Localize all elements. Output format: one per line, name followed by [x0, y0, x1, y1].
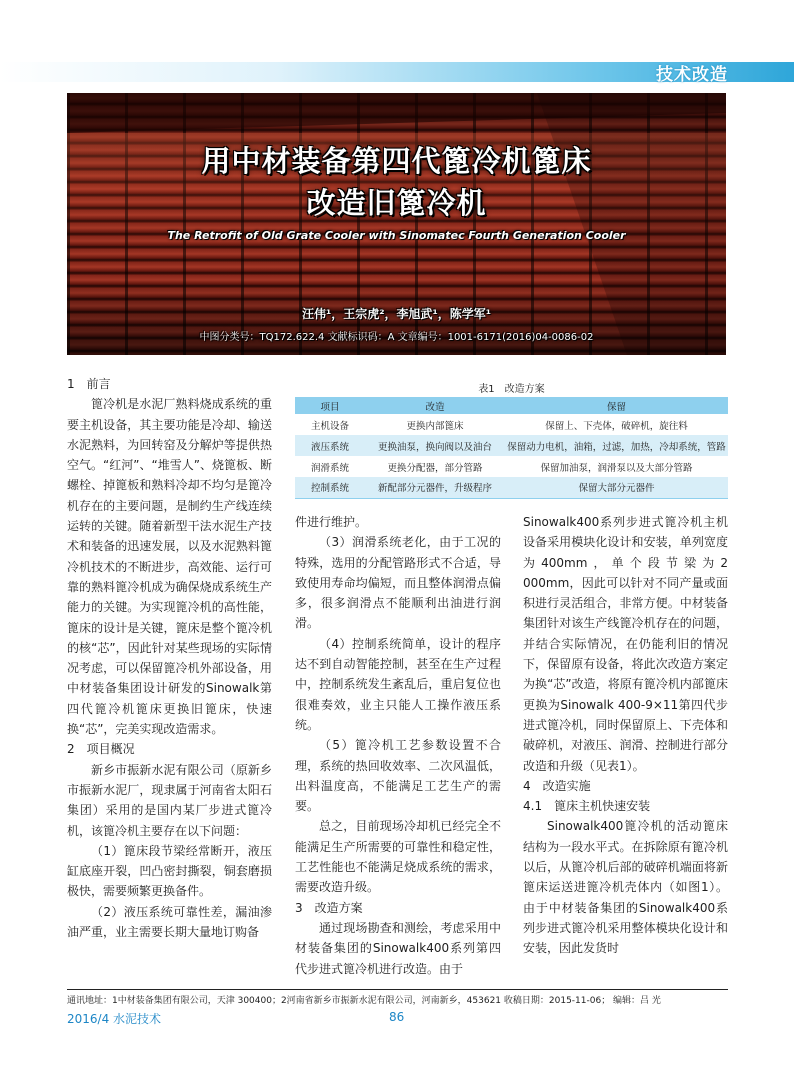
- column-header: 保留: [505, 397, 728, 414]
- table-cell: 润滑系统: [295, 456, 365, 477]
- paragraph: Sinowalk400篦冷机的活动篦床结构为一段水平式。在拆除原有篦冷机以后，从篦冷机后部的破碎机端面将新篦床运送进篦冷机壳体内（如图1）。由于中材装备集团的Sinowalk400系列步进式篦冷机采用整体模块化设计和安装，因此发货时: [523, 819, 728, 956]
- paragraph: 新乡市振新水泥有限公司（原新乡市振新水泥厂，现隶属于河南省太阳石集团）采用的是国内某厂步进式篦冷机，该篦冷机主要存在以下问题：: [67, 762, 272, 838]
- table-cell: 更换内部篦床: [365, 414, 505, 435]
- retrofit-plan-table: [295, 397, 728, 499]
- paragraph: （1）篦床段节梁经常断开，液压缸底座开裂，凹凸密封撕裂，铜套磨损极快，需要频繁更换备件。: [67, 843, 272, 899]
- table-row: [295, 456, 728, 477]
- paragraph: Sinowalk400系列步进式篦冷机主机设备采用模块化设计和安装，单列宽度为400mm，单个段节梁为2 000mm，因此可以针对不同产量或面积进行灵活组合，非常方便。中材装备集团针对该生产线篦冷机存在的问题，并结合实际情况，在仍能利旧的情况下，保留原有设备，将此次改造方案定为换“芯”改造，将原有篦冷机内部篦床更换为Sinowalk 400-9×11第四代步进式篦冷机，同时保留原上、下壳体和破碎机，对液压、润滑、控制进行部分改造和升级（见表1）。: [523, 515, 728, 773]
- text-column-1: [67, 374, 272, 942]
- table-cell: 主机设备: [295, 414, 365, 435]
- table-cell: 液压系统: [295, 435, 365, 456]
- table-caption: 表1 改造方案: [478, 384, 545, 395]
- section-heading-overview: 2 项目概况: [67, 742, 135, 757]
- paragraph: 通过现场勘查和测绘，考虑采用中材装备集团的Sinowalk400系列第四代步进式篦冷机进行改造。由于: [295, 920, 501, 976]
- table-header-row: [295, 397, 728, 414]
- section-heading-plan: 3 改造方案: [295, 900, 363, 915]
- table-row: [295, 435, 728, 456]
- paragraph: 件进行维护。: [295, 515, 368, 529]
- section-heading-intro: 1 前言: [67, 377, 111, 391]
- paragraph: （4）控制系统简单，设计的程序达不到自动智能控制，甚至在生产过程中，控制系统发生紊乱后，重启复位也很难奏效，业主只能人工操作液压系统。: [295, 636, 501, 732]
- table-cell: 更换分配器，部分管路: [365, 456, 505, 477]
- column-header: 改造: [365, 397, 505, 414]
- article-title-line2: 改造旧篦冷机: [306, 186, 487, 220]
- paragraph: （5）篦冷机工艺参数设置不合理，系统的热回收效率、二次风温低，出料温度高，不能满足工艺生产的需要。: [295, 738, 501, 814]
- paragraph: （3）润滑系统老化，由于工况的特殊，选用的分配管路形式不合适，导致使用寿命均偏短，而且整体润滑点偏多，很多润滑点不能顺利出油进行润滑。: [295, 535, 501, 631]
- column-header: 项目: [295, 397, 365, 414]
- text-column-2: [295, 512, 501, 979]
- table-cell: 新配部分元器件，升级程序: [365, 477, 505, 498]
- table-cell: 控制系统: [295, 477, 365, 498]
- article-title-line1: 用中材装备第四代篦冷机篦床: [201, 144, 592, 178]
- classification-line: 中图分类号：TQ172.622.4 文献标识码：A 文章编号：1001-6171(2016)04-0086-02: [199, 332, 594, 343]
- text-column-3: [523, 512, 728, 959]
- table-cell: 保留加油泵，润滑泵以及大部分管路: [505, 456, 728, 477]
- article-authors: 汪伟¹，王宗虎²，李旭武¹，陈学军¹: [301, 307, 492, 321]
- table-row: [295, 477, 728, 498]
- section-tag: 技术改造: [656, 65, 728, 85]
- table-cell: 更换油泵，换向阀以及油台: [365, 435, 505, 456]
- table-cell: 保留动力电机，油箱，过滤，加热，冷却系统，管路: [505, 435, 728, 456]
- table-row: [295, 414, 728, 435]
- footer-rule: [67, 989, 728, 990]
- table-cell: 保留上、下壳体，破碎机，旋往料: [505, 414, 728, 435]
- article-english-title: The Retrofit of Old Grate Cooler with Sinomatec Fourth Generation Cooler: [167, 229, 626, 242]
- paragraph: （2）液压系统可靠性差，漏油渗油严重，业主需要长期大量地订购备: [67, 904, 272, 940]
- subsection-heading: 4.1 篦床主机快速安装: [523, 799, 651, 814]
- paragraph: 篦冷机是水泥厂熟料烧成系统的重要主机设备，其主要功能是冷却、输送水泥熟料，为回转窑及分解炉等提供热空气。“红河”、“堆雪人”、烧篦板、断螺栓、掉篦板和熟料冷却不均匀是篦冷机存在的主要问题，是制约生产线连续运转的关键。随着新型干法水泥生产技术和装备的迅速发展，以及水泥熟料篦冷机技术的不断进步，高效能、运行可靠的熟料篦冷机成为确保烧成系统生产能力的关键。为实现篦冷机的高性能，篦床的设计是关键，篦床是整个篦冷机的核“芯”，因此针对某些现场的实际情况考虑，可以保留篦冷机外部设备，用中材装备集团设计研发的Sinowalk第四代篦冷机篦床更换旧篦床，快速换“芯”，完美实现改造需求。: [67, 397, 272, 737]
- journal-issue: 2016/4 水泥技术: [67, 1012, 162, 1026]
- section-heading-implementation: 4 改造实施: [523, 778, 591, 793]
- footer-note: 通讯地址：1中材装备集团有限公司，天津 300400；2河南省新乡市振新水泥有限公司，河南新乡，453621 收稿日期：2015-11-06； 编辑：吕 光: [67, 996, 661, 1006]
- hero-banner: [67, 93, 726, 355]
- table-cell: 保留大部分元器件: [505, 477, 728, 498]
- page-number: 86: [389, 1010, 405, 1024]
- paragraph: 总之，目前现场冷却机已经完全不能满足生产所需要的可靠性和稳定性，工艺性能也不能满足烧成系统的需求，需要改造升级。: [295, 819, 501, 895]
